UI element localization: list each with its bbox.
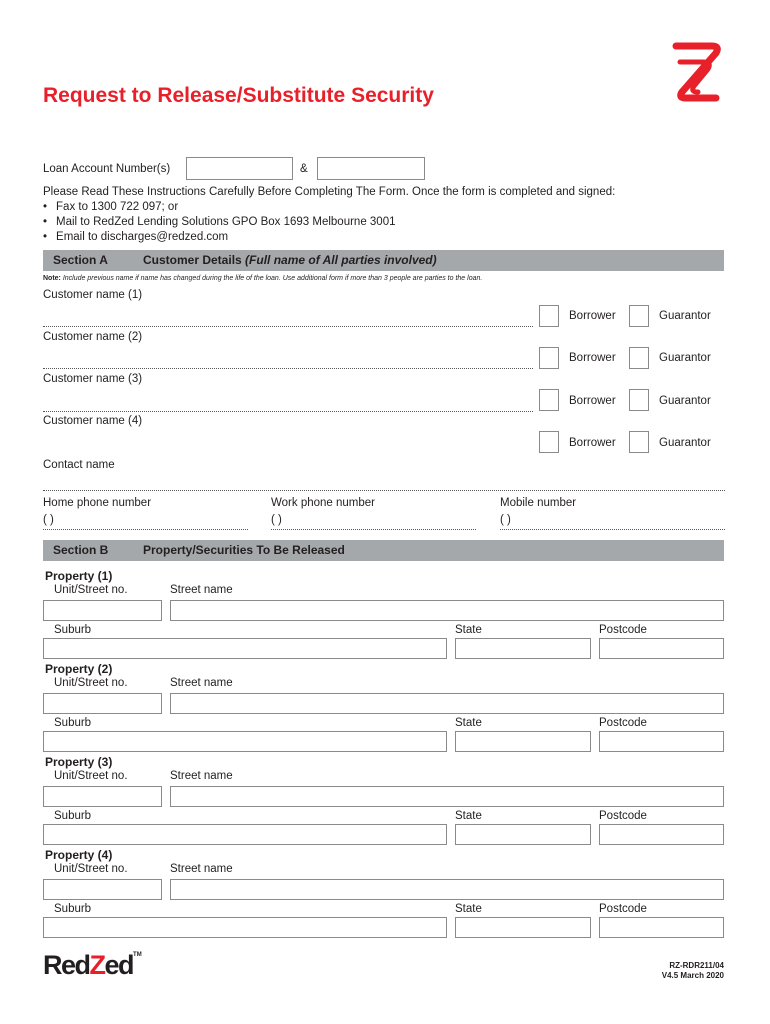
- section-b-heading: Property/Securities To Be Released: [143, 543, 345, 557]
- work-phone-line[interactable]: [271, 529, 476, 530]
- property-1-state-input[interactable]: [455, 638, 591, 659]
- property-2-state-label: State: [455, 717, 482, 729]
- note-label: Note:: [43, 275, 61, 282]
- customer-2-guarantor-checkbox[interactable]: [629, 347, 649, 369]
- section-b-code: Section B: [53, 543, 109, 557]
- home-phone-label: Home phone number: [43, 497, 152, 509]
- contact-name-line[interactable]: [43, 490, 725, 491]
- customer-2-borrower-label: Borrower: [569, 352, 616, 364]
- property-2-unit-input[interactable]: [43, 693, 162, 714]
- property-3-state-label: State: [455, 810, 482, 822]
- property-3-state-input[interactable]: [455, 824, 591, 845]
- property-3-unit-input[interactable]: [43, 786, 162, 807]
- property-2-unit-label: Unit/Street no.: [54, 677, 128, 689]
- mobile-line[interactable]: [500, 529, 725, 530]
- property-3-suburb-label: Suburb: [54, 810, 92, 822]
- customer-3-borrower-checkbox[interactable]: [539, 389, 559, 411]
- mobile-area-code[interactable]: ( ): [500, 514, 511, 526]
- loan-account-label: Loan Account Number(s): [43, 163, 171, 175]
- customer-4-guarantor-checkbox[interactable]: [629, 431, 649, 453]
- section-a-heading: [143, 253, 437, 267]
- section-b-header: [43, 540, 724, 561]
- property-1-unit-label: Unit/Street no.: [54, 584, 128, 596]
- customer-4-borrower-label: Borrower: [569, 437, 616, 449]
- property-2-postcode-input[interactable]: [599, 731, 724, 752]
- property-4-state-input[interactable]: [455, 917, 591, 938]
- loan-account-input-1[interactable]: [186, 157, 293, 180]
- instruction-email: • Email to discharges@redzed.com: [43, 231, 228, 243]
- customer-1-guarantor-label: Guarantor: [659, 310, 711, 322]
- customer-name-1-label: Customer name (1): [43, 289, 143, 301]
- property-1-postcode-label: Postcode: [599, 624, 647, 636]
- section-a-header: [43, 250, 724, 271]
- property-1-street-input[interactable]: [170, 600, 724, 621]
- property-3-postcode-label: Postcode: [599, 810, 647, 822]
- property-3-street-input[interactable]: [170, 786, 724, 807]
- property-1-street-label: Street name: [170, 584, 233, 596]
- property-4-title: Property (4): [45, 848, 113, 862]
- property-4-unit-label: Unit/Street no.: [54, 863, 128, 875]
- customer-4-guarantor-label: Guarantor: [659, 437, 711, 449]
- property-4-postcode-input[interactable]: [599, 917, 724, 938]
- customer-2-guarantor-label: Guarantor: [659, 352, 711, 364]
- brand-ed-text: ed: [104, 950, 134, 980]
- work-phone-area-code[interactable]: ( ): [271, 514, 282, 526]
- property-1-state-label: State: [455, 624, 482, 636]
- property-4-suburb-input[interactable]: [43, 917, 447, 938]
- customer-name-1-line[interactable]: [43, 326, 533, 327]
- customer-name-2-line[interactable]: [43, 368, 533, 369]
- property-2-state-input[interactable]: [455, 731, 591, 752]
- instruction-fax: • Fax to 1300 722 097; or: [43, 201, 178, 213]
- property-4-postcode-label: Postcode: [599, 903, 647, 915]
- customer-3-guarantor-label: Guarantor: [659, 395, 711, 407]
- note-text: Include previous name if name has changed during the life of the loan. Use additional form if more than 3 people are parties to the loan.: [62, 275, 483, 282]
- brand-tm: TM: [133, 952, 142, 958]
- property-4-unit-input[interactable]: [43, 879, 162, 900]
- brand-red-text: Red: [43, 950, 90, 980]
- customer-name-2-label: Customer name (2): [43, 331, 143, 343]
- work-phone-label: Work phone number: [271, 497, 375, 509]
- property-2-suburb-input[interactable]: [43, 731, 447, 752]
- loan-account-separator: &: [300, 163, 308, 175]
- customer-name-3-label: Customer name (3): [43, 373, 143, 385]
- property-4-state-label: State: [455, 903, 482, 915]
- redzed-logo-icon: [668, 40, 726, 108]
- section-a-code: Section A: [53, 253, 108, 267]
- property-1-unit-input[interactable]: [43, 600, 162, 621]
- property-3-title: Property (3): [45, 755, 113, 769]
- form-code: RZ-RDR211/04: [669, 961, 724, 970]
- customer-2-borrower-checkbox[interactable]: [539, 347, 559, 369]
- section-a-heading-text: Customer Details: [143, 253, 242, 267]
- brand-z-text: Z: [89, 950, 105, 980]
- redzed-brand-logo: [43, 950, 142, 981]
- form-version: V4.5 March 2020: [661, 971, 724, 980]
- property-3-postcode-input[interactable]: [599, 824, 724, 845]
- customer-4-borrower-checkbox[interactable]: [539, 431, 559, 453]
- property-2-postcode-label: Postcode: [599, 717, 647, 729]
- property-1-postcode-input[interactable]: [599, 638, 724, 659]
- property-1-suburb-label: Suburb: [54, 624, 92, 636]
- property-4-street-input[interactable]: [170, 879, 724, 900]
- property-4-street-label: Street name: [170, 863, 233, 875]
- customer-3-borrower-label: Borrower: [569, 395, 616, 407]
- customer-name-3-line[interactable]: [43, 411, 533, 412]
- instruction-mail: • Mail to RedZed Lending Solutions GPO Box 1693 Melbourne 3001: [43, 216, 396, 228]
- property-2-title: Property (2): [45, 662, 113, 676]
- customer-1-guarantor-checkbox[interactable]: [629, 305, 649, 327]
- instructions-intro: Please Read These Instructions Carefully Before Completing The Form. Once the form is completed and signed:: [43, 186, 616, 198]
- property-3-street-label: Street name: [170, 770, 233, 782]
- property-3-unit-label: Unit/Street no.: [54, 770, 128, 782]
- property-1-suburb-input[interactable]: [43, 638, 447, 659]
- home-phone-area-code[interactable]: ( ): [43, 514, 54, 526]
- customer-1-borrower-checkbox[interactable]: [539, 305, 559, 327]
- property-2-street-label: Street name: [170, 677, 233, 689]
- property-2-suburb-label: Suburb: [54, 717, 92, 729]
- loan-account-input-2[interactable]: [317, 157, 425, 180]
- property-2-street-input[interactable]: [170, 693, 724, 714]
- mobile-label: Mobile number: [500, 497, 577, 509]
- customer-1-borrower-label: Borrower: [569, 310, 616, 322]
- contact-name-label: Contact name: [43, 459, 115, 471]
- property-4-suburb-label: Suburb: [54, 903, 92, 915]
- property-3-suburb-input[interactable]: [43, 824, 447, 845]
- customer-name-4-label: Customer name (4): [43, 415, 143, 427]
- customer-3-guarantor-checkbox[interactable]: [629, 389, 649, 411]
- home-phone-line[interactable]: [43, 529, 248, 530]
- section-a-note: [43, 275, 482, 282]
- section-a-heading-italic: (Full name of All parties involved): [245, 253, 437, 267]
- property-1-title: Property (1): [45, 569, 113, 583]
- page-title: Request to Release/Substitute Security: [43, 84, 434, 107]
